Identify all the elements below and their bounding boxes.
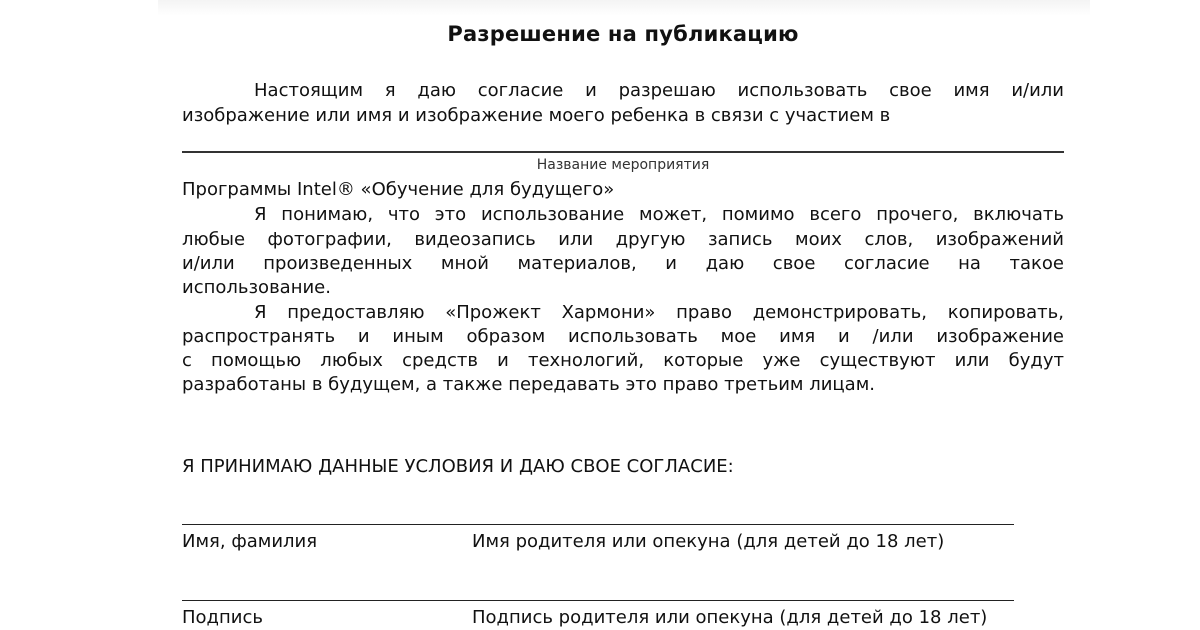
name-signature-line: [182, 524, 1014, 525]
document-page: [182, 0, 1064, 630]
document-title: Разрешение на публикацию: [447, 22, 799, 46]
parent-signature-label: Подпись родителя или опекуна (для детей до 18 лет): [472, 607, 988, 628]
event-name-caption: Название мероприятия: [536, 157, 710, 173]
usage-paragraph-line-2: любые фотографии, видеозапись или другую запись моих слов, изображений: [182, 229, 1064, 250]
usage-paragraph-line-3: и/или произведенных мной материалов, и даю свое согласие на такое: [182, 253, 1064, 274]
rights-paragraph-line-2: распространять и иным образом использовать мое имя и /или изображение: [182, 326, 1064, 347]
rights-paragraph-line-4: разработаны в будущем, а также передавать это право третьим лицам.: [182, 374, 875, 395]
rights-paragraph-line-3: с помощью любых средств и технологий, которые уже существуют или будут: [182, 350, 1064, 371]
signature-label: Подпись: [182, 607, 263, 628]
parent-name-label: Имя родителя или опекуна (для детей до 18 лет): [472, 531, 945, 552]
usage-paragraph-line-4: использование.: [182, 277, 331, 298]
rights-paragraph-line-1: Я предоставляю «Прожект Хармони» право демонстрировать, копировать,: [254, 302, 1064, 323]
name-label: Имя, фамилия: [182, 531, 318, 552]
consent-paragraph-1-line-2: изображение или имя и изображение моего ребенка в связи с участием в: [182, 105, 891, 126]
signature-line: [182, 600, 1014, 601]
agreement-statement: Я ПРИНИМАЮ ДАННЫЕ УСЛОВИЯ И ДАЮ СВОЕ СОГЛАСИЕ:: [182, 456, 734, 477]
program-line: Программы Intel® «Обучение для будущего»: [182, 179, 615, 200]
event-name-line: [182, 151, 1064, 153]
consent-paragraph-1-line-1: Настоящим я даю согласие и разрешаю использовать свое имя и/или: [254, 80, 1064, 101]
usage-paragraph-line-1: Я понимаю, что это использование может, помимо всего прочего, включать: [254, 204, 1064, 225]
